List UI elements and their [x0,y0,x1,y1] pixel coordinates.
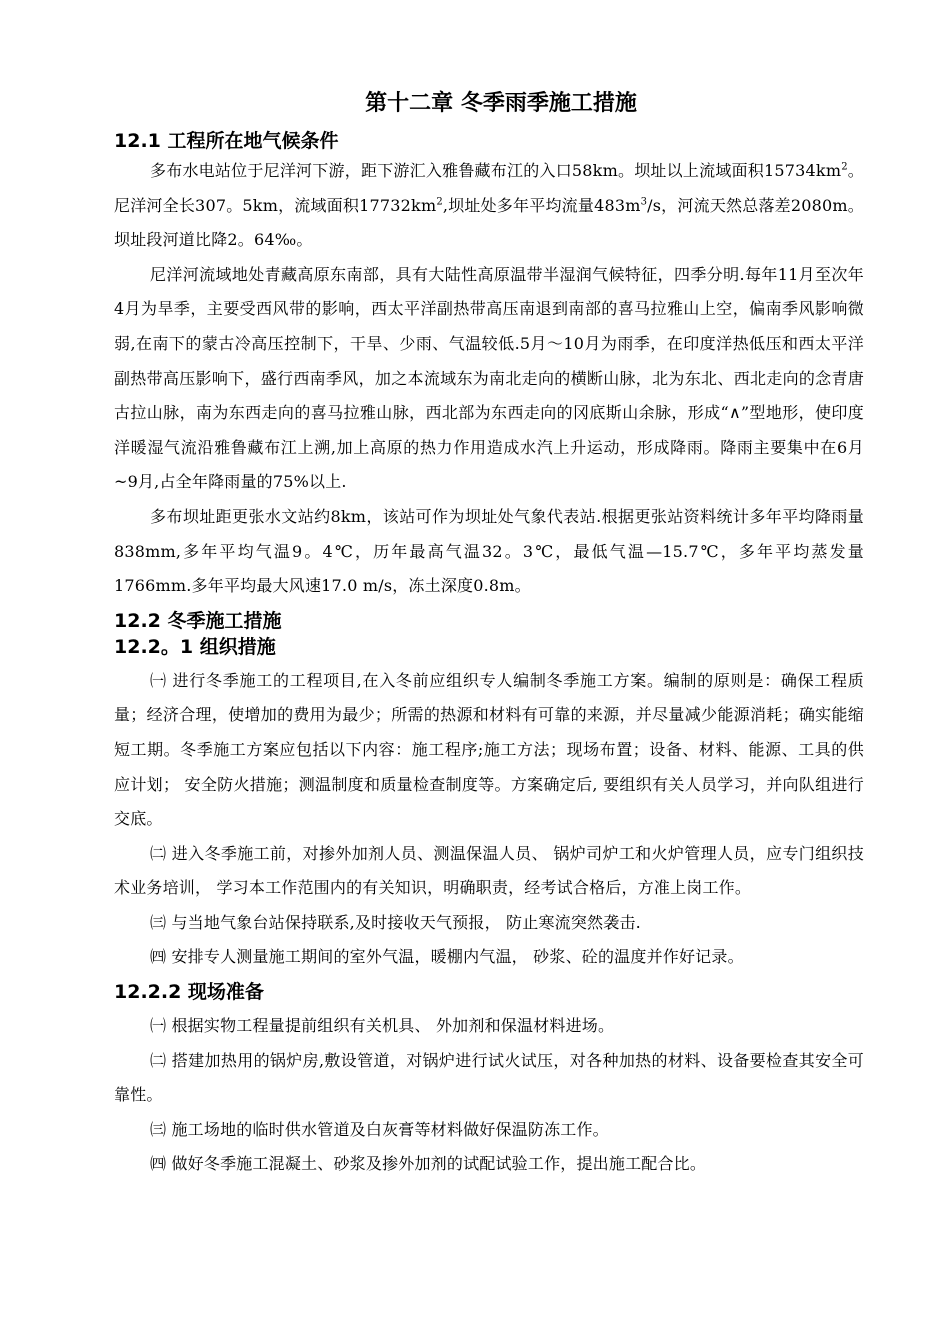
list-item-organization-2: ㈡ 进入冬季施工前，对掺外加剂人员、测温保温人员、 锅炉司炉工和火炉管理人员，应专门组织技术业务培训， 学习本工作范围内的有关知识，明确职责，经考试合格后，方准上岗工作。 [114,843,864,898]
hydrology-text-c: ,坝址处多年平均流量483m [442,195,641,215]
list-item-organization-3: ㈢ 与当地气象台站保持联系,及时接收天气预报， 防止寒流突然袭击. [150,912,641,932]
list-item-site-prep-2: ㈡ 搭建加热用的锅炉房,敷设管道，对锅炉进行试火试压，对各种加热的材料、设备要检查其安全可靠性。 [114,1050,864,1105]
paragraph-weather-station: 多布坝址距更张水文站约8km，该站可作为坝址处气象代表站.根据更张站资料统计多年平均降雨量838mm,多年平均气温9。4℃，历年最高气温32。3℃，最低气温—15.7℃，多年平均蒸发量1766mm.多年平均最大风速17.0 m/s，冻土深度0.8m。 [114,506,864,596]
list-item-site-prep-3: ㈢ 施工场地的临时供水管道及白灰膏等材料做好保温防冻工作。 [150,1119,609,1139]
document-page [114,86,864,1182]
superscript-2b: 2 [436,196,443,208]
superscript-2a: 2 [841,161,848,173]
hydrology-text-d: /s，河流天然总落差2080m。坝址段河道比降2。64‰。 [114,195,864,250]
chapter-title: 第十二章 冬季雨季施工措施 [365,91,637,116]
section-heading-12-2-1: 12.2。1 组织措施 [114,635,276,658]
list-item-site-prep-4: ㈣ 做好冬季施工混凝土、砂浆及掺外加剂的试配试验工作，提出施工配合比。 [150,1154,707,1174]
hydrology-text-b: 。尼洋河全长307。5km，流域面积17732km [114,161,864,215]
section-heading-12-1: 12.1 工程所在地气候条件 [114,130,339,152]
hydrology-text-a: 多布水电站位于尼洋河下游，距下游汇入雅鲁藏布江的入口58km。坝址以上流域面积15734km [150,161,842,180]
superscript-3: 3 [640,196,648,208]
section-heading-12-2: 12.2 冬季施工措施 [114,609,282,632]
section-heading-12-2-2: 12.2.2 现场准备 [114,981,264,1004]
list-item-organization-1: ㈠ 进行冬季施工的工程项目,在入冬前应组织专人编制冬季施工方案。编制的原则是：确保工程质量；经济合理，使增加的费用为最少；所需的热源和材料有可靠的来源，并尽量减少能源消耗；确实能缩短工期。冬季施工方案应包括以下内容：施工程序;施工方法；现场布置；设备、材料、能源、工具的供应计划； 安全防火措施；测温制度和质量检查制度等。方案确定后, 要组织有关人员学习，并向队组进行交底。 [114,670,864,829]
list-item-organization-4: ㈣ 安排专人测量施工期间的室外气温，暖棚内气温， 砂浆、砼的温度并作好记录。 [150,947,744,967]
list-item-site-prep-1: ㈠ 根据实物工程量提前组织有关机具、 外加剂和保温材料进场。 [150,1016,615,1036]
paragraph-hydrology [114,154,864,258]
paragraph-climate: 尼洋河流域地处青藏高原东南部，具有大陆性高原温带半湿润气候特征，四季分明.每年11月至次年4月为旱季，主要受西风带的影响，西太平洋副热带高压南退到南部的喜马拉雅山上空，偏南季风影响微弱,在南下的蒙古冷高压控制下，干旱、少雨、气温较低.5月～10月为雨季，在印度洋热低压和西太平洋副热带高压影响下，盛行西南季风，加之本流域东为南北走向的横断山脉，北为东北、西北走向的念青唐古拉山脉，南为东西走向的喜马拉雅山脉，西北部为东西走向的冈底斯山余脉，形成“∧”型地形，使印度洋暖湿气流沿雅鲁藏布江上溯,加上高原的热力作用造成水汽上升运动，形成降雨。降雨主要集中在6月~9月,占全年降雨量的75%以上. [114,264,864,492]
